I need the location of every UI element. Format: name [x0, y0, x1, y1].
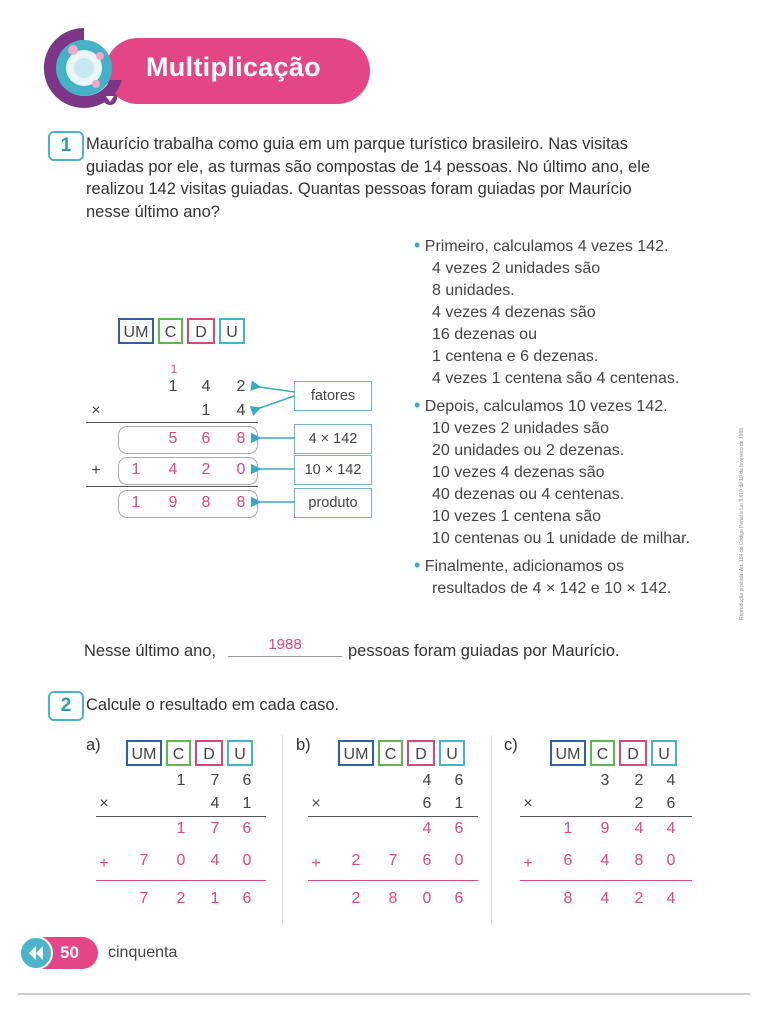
digit: 0 [236, 461, 246, 478]
bullet-item [414, 394, 724, 550]
digit: 4 [210, 852, 220, 869]
exercise-b [296, 734, 501, 934]
plus-sign: + [99, 855, 109, 872]
plus-sign: + [91, 462, 101, 479]
digit: 1 [563, 820, 573, 837]
rule [308, 816, 478, 817]
explanation-list [414, 234, 724, 600]
bullet-item [414, 234, 724, 390]
digit: 4 [600, 890, 610, 907]
digit: 7 [139, 852, 149, 869]
digit: 9 [168, 494, 178, 511]
place-value-c: C [378, 740, 403, 766]
digit: 9 [600, 820, 610, 837]
answer-suffix: pessoas foram guiadas por Maurício. [348, 642, 620, 660]
bullet-item [414, 554, 724, 600]
digit: 4 [236, 402, 246, 419]
digit: 0 [454, 852, 464, 869]
answer-underline [228, 656, 342, 657]
question-1-line: Maurício trabalha como guia em um parque turístico brasileiro. Nas visitas [86, 135, 628, 153]
arrow-icon [250, 370, 300, 520]
exercise-label: a) [86, 736, 101, 754]
digit: 4 [666, 890, 676, 907]
digit: 7 [388, 852, 398, 869]
bullet-dot-icon: • [414, 235, 421, 255]
tag-10x142: 10 × 142 [294, 455, 372, 485]
digit: 4 [422, 820, 432, 837]
digit: 6 [563, 852, 573, 869]
bullet-text: 1 centena e 6 dezenas. [432, 348, 599, 365]
page-title: Multiplicação [146, 52, 321, 82]
bullet-text: 40 dezenas ou 4 centenas. [432, 486, 625, 503]
digit: 0 [242, 852, 252, 869]
bullet-text: resultados de 4 × 142 e 10 × 142. [432, 580, 672, 597]
digit: 2 [236, 378, 246, 395]
question-1-badge: 1 [48, 131, 84, 161]
digit: 0 [176, 852, 186, 869]
rule [308, 880, 478, 881]
digit: 4 [210, 795, 220, 812]
digit: 1 [176, 820, 186, 837]
place-value-header [338, 740, 465, 766]
place-value-c: C [158, 318, 183, 344]
page-word: cinquenta [108, 944, 178, 961]
digit: 7 [210, 820, 220, 837]
tag-fatores: fatores [294, 381, 372, 411]
digit: 6 [242, 820, 252, 837]
place-value-um: UM [126, 740, 162, 766]
digit: 2 [176, 890, 186, 907]
place-value-header [118, 318, 245, 344]
rule [86, 422, 258, 423]
digit: 6 [454, 772, 464, 789]
place-value-um: UM [550, 740, 586, 766]
digit: 4 [201, 378, 211, 395]
digit: 2 [634, 795, 644, 812]
rewind-icon [18, 935, 54, 971]
digit: 3 [600, 772, 610, 789]
rule [520, 816, 692, 817]
digit: 6 [422, 852, 432, 869]
digit: 7 [139, 890, 149, 907]
side-note: Reprodução proibida. Art. 184 do Código Penal e Lei 9.610 de 19 de fevereiro de 1998. [739, 426, 745, 620]
bullet-text: 8 unidades. [432, 282, 515, 299]
place-value-u: U [219, 318, 245, 344]
bullet-text: Primeiro, calculamos 4 vezes 142. [424, 238, 669, 255]
side-note-wrapper [739, 360, 749, 620]
rule [86, 486, 258, 487]
place-value-um: UM [338, 740, 374, 766]
digit: 1 [131, 494, 141, 511]
digit: 1 [176, 772, 186, 789]
digit: 4 [666, 820, 676, 837]
question-1-text [86, 133, 726, 223]
digit: 2 [201, 461, 211, 478]
place-value-d: D [195, 740, 223, 766]
place-value-u: U [227, 740, 253, 766]
title-logo-icon [40, 24, 136, 110]
place-value-d: D [187, 318, 215, 344]
question-1-line: guiadas por ele, as turmas são compostas de 14 pessoas. No último ano, ele [86, 157, 651, 176]
digit: 1 [210, 890, 220, 907]
times-sign: × [91, 402, 101, 419]
place-value-d: D [407, 740, 435, 766]
times-sign: × [523, 795, 533, 812]
place-value-c: C [166, 740, 191, 766]
bullet-text: 20 unidades ou 2 dezenas. [432, 442, 625, 459]
tag-4x142: 4 × 142 [294, 424, 372, 454]
question-2-text: Calcule o resultado em cada caso. [86, 696, 340, 714]
bullet-dot-icon: • [414, 555, 421, 575]
footer-divider [18, 993, 750, 995]
bullet-dot-icon: • [414, 395, 421, 415]
times-sign: × [99, 795, 109, 812]
bullet-text: 10 centenas ou 1 unidade de milhar. [432, 530, 690, 547]
rule [96, 880, 266, 881]
bullet-text: 4 vezes 2 unidades são [432, 260, 601, 277]
digit: 8 [201, 494, 211, 511]
digit: 2 [634, 890, 644, 907]
tag-produto: produto [294, 488, 372, 518]
digit: 8 [563, 890, 573, 907]
exercise-c [504, 734, 709, 934]
digit: 5 [168, 430, 178, 447]
digit: 4 [600, 852, 610, 869]
carry-digit: 1 [170, 362, 178, 376]
digit: 6 [454, 820, 464, 837]
digit: 6 [242, 772, 252, 789]
digit: 6 [242, 890, 252, 907]
exercise-a [86, 734, 291, 934]
digit: 8 [634, 852, 644, 869]
digit: 1 [168, 378, 178, 395]
divider [491, 735, 492, 925]
digit: 1 [201, 402, 211, 419]
place-value-um: UM [118, 318, 154, 344]
digit: 1 [454, 795, 464, 812]
plus-sign: + [523, 855, 533, 872]
page-number: 50 [60, 943, 79, 962]
digit: 0 [422, 890, 432, 907]
bullet-text: 10 vezes 1 centena são [432, 508, 602, 525]
digit: 6 [454, 890, 464, 907]
digit: 8 [388, 890, 398, 907]
bullet-text: 10 vezes 4 dezenas são [432, 464, 605, 481]
bullet-text: 16 dezenas ou [432, 326, 537, 343]
digit: 1 [131, 461, 141, 478]
digit: 6 [201, 430, 211, 447]
digit: 2 [634, 772, 644, 789]
place-value-u: U [439, 740, 465, 766]
bullet-text: 4 vezes 1 centena são 4 centenas. [432, 370, 680, 387]
place-value-d: D [619, 740, 647, 766]
place-value-header [550, 740, 677, 766]
answer-prefix: Nesse último ano, [84, 642, 217, 660]
digit: 8 [236, 430, 246, 447]
times-sign: × [311, 795, 321, 812]
digit: 0 [666, 852, 676, 869]
digit: 2 [351, 852, 361, 869]
digit: 4 [422, 772, 432, 789]
bullet-text: 4 vezes 4 dezenas são [432, 304, 596, 321]
exercise-label: b) [296, 736, 311, 754]
question-2-badge: 2 [48, 691, 84, 721]
place-value-header [126, 740, 253, 766]
place-value-u: U [651, 740, 677, 766]
bullet-text: Finalmente, adicionamos os [424, 558, 624, 575]
digit: 8 [236, 494, 246, 511]
question-1-line: nesse último ano? [86, 202, 220, 221]
bullet-text: 10 vezes 2 unidades são [432, 420, 610, 437]
digit: 7 [210, 772, 220, 789]
digit: 1 [242, 795, 252, 812]
rule [520, 880, 692, 881]
exercise-label: c) [504, 736, 518, 754]
digit: 6 [422, 795, 432, 812]
digit: 6 [666, 795, 676, 812]
digit: 4 [666, 772, 676, 789]
digit: 2 [351, 890, 361, 907]
plus-sign: + [311, 855, 321, 872]
bullet-text: Depois, calculamos 10 vezes 142. [424, 398, 668, 415]
digit: 4 [634, 820, 644, 837]
divider [282, 735, 283, 925]
rule [96, 816, 266, 817]
place-value-c: C [590, 740, 615, 766]
digit: 4 [168, 461, 178, 478]
question-1-line: realizou 142 visitas guiadas. Quantas pessoas foram guiadas por Maurício [86, 180, 632, 198]
answer-value: 1988 [268, 636, 302, 653]
